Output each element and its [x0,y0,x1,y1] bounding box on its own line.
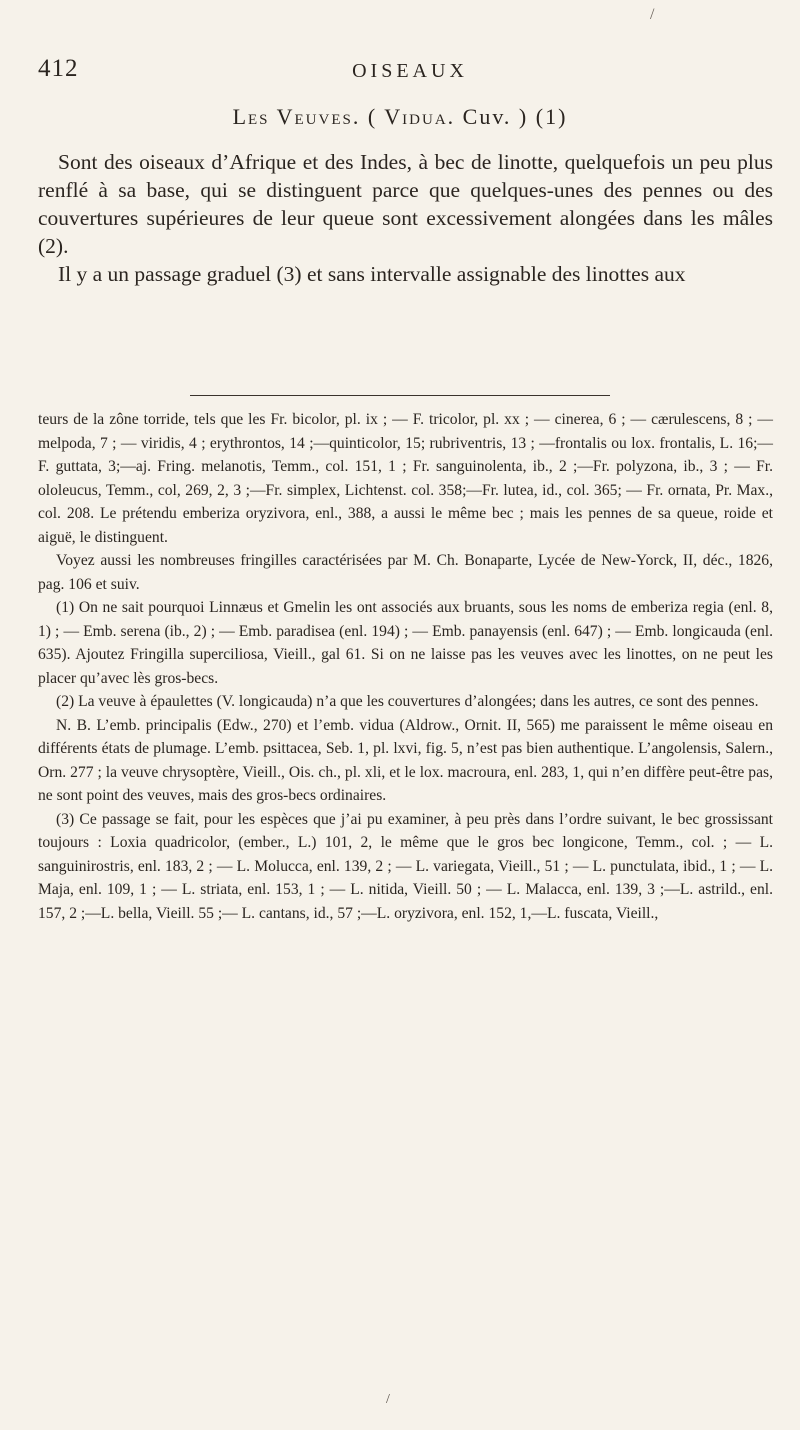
section-title-prefix: Les Veuves. ( [232,104,385,129]
footnotes [38,408,773,925]
footnote-voyez: Voyez aussi les nombreuses fringilles caractérisées par M. Ch. Bonaparte, Lycée de New-Yorck, II, déc., 1826, pag. 106 et suiv. [38,552,773,593]
main-text [38,148,773,288]
running-head: OISEAUX [352,60,468,82]
section-title [0,104,800,130]
footnote-1: (1) On ne sait pourquoi Linnæus et Gmelin les ont associés aux bruants, sous les noms de emberiza regia (enl. 8, 1) ; — Emb. serena (ib., 2) ; — Emb. paradisea (enl. 194) ; — Emb. panayensis (enl. 647) ; — Emb. longicauda (enl. 635). Ajoutez Fringilla superciliosa, Vieill., gal 61. Si on ne laisse pas les veuves avec les linottes, on ne peut les placer qu’avec lès gros-becs. [38,599,773,687]
main-paragraph-1: Sont des oiseaux d’Afrique et des Indes, à bec de linotte, quelquefois un peu plus renflé à sa base, qui se distinguent parce que quelques-unes des pennes ou des couvertures supérieures de leur queue sont excessivement alongées dans les mâles (2). [38,150,773,258]
bottom-mark: / [386,1392,390,1407]
footnote-divider [190,395,610,396]
main-paragraph-2: Il y a un passage graduel (3) et sans intervalle assignable des linottes aux [58,262,686,286]
section-title-genus: Vidua [384,104,448,129]
section-title-suffix: . Cuv. ) (1) [447,104,568,129]
footnote-3: (3) Ce passage se fait, pour les espèces que j’ai pu examiner, à peu près dans l’ordre suivant, le bec grossissant toujours : Loxia quadricolor, (ember., L.) 101, 2, le même que le gros bec longicone, Temm., col. ; — L. sanguinirostris, enl. 183, 2 ; — L. Molucca, enl. 139, 2 ; — L. variegata, Vieill., 51 ; — L. punctulata, ibid., 1 ; — L. Maja, enl. 109, 1 ; — L. striata, enl. 153, 1 ; — L. nitida, Vieill. 50 ; — L. Malacca, enl. 139, 3 ;—L. astrild., enl. 157, 2 ;—L. bella, Vieill. 55 ;— L. cantans, id., 57 ;—L. oryzivora, enl. 152, 1,—L. fuscata, Vieill., [38,810,773,922]
page-number: 412 [38,55,79,82]
footnote-nb: N. B. L’emb. principalis (Edw., 270) et l’emb. vidua (Aldrow., Ornit. II, 565) me paraissent le même oiseau en différents états de plumage. L’emb. psittacea, Seb. 1, pl. lxvi, fig. 5, n’est pas bien authentique. L’angolensis, Salern., Orn. 277 ; la veuve chrysoptère, Vieill., Ois. ch., pl. xli, et le lox. macroura, enl. 283, 1, qui n’en diffère peut-être pas, ne sont point des veuves, mais des gros-becs ordinaires. [38,716,773,804]
footnote-2: (2) La veuve à épaulettes (V. longicauda) n’a que les couvertures d’alongées; dans les autres, ce sont des pennes. [56,693,759,710]
footnote-continuation: teurs de la zône torride, tels que les Fr. bicolor, pl. ix ; — F. tricolor, pl. xx ; — cinerea, 6 ; — cærulescens, 8 ; — melpoda, 7 ; — viridis, 4 ; erythrontos, 14 ;—quinticolor, 15; rubriventris, 13 ; —frontalis ou lox. frontalis, L. 16;—F. guttata, 3;—aj. Fring. melanotis, Temm., col. 151, 1 ; Fr. sanguinolenta, ib., 2 ;—Fr. polyzona, ib., 3 ; — Fr. ololeucus, Temm., col, 269, 2, 3 ;—Fr. simplex, Lichtenst. col. 358;—Fr. lutea, id., col. 365; — Fr. ornata, Pr. Max., col. 208. Le prétendu emberiza oryzivora, enl., 388, a aussi le même bec ; mais les pennes de sa queue, roide et aiguë, le distinguent. [38,411,773,546]
pencil-slash-mark: / [650,6,655,23]
